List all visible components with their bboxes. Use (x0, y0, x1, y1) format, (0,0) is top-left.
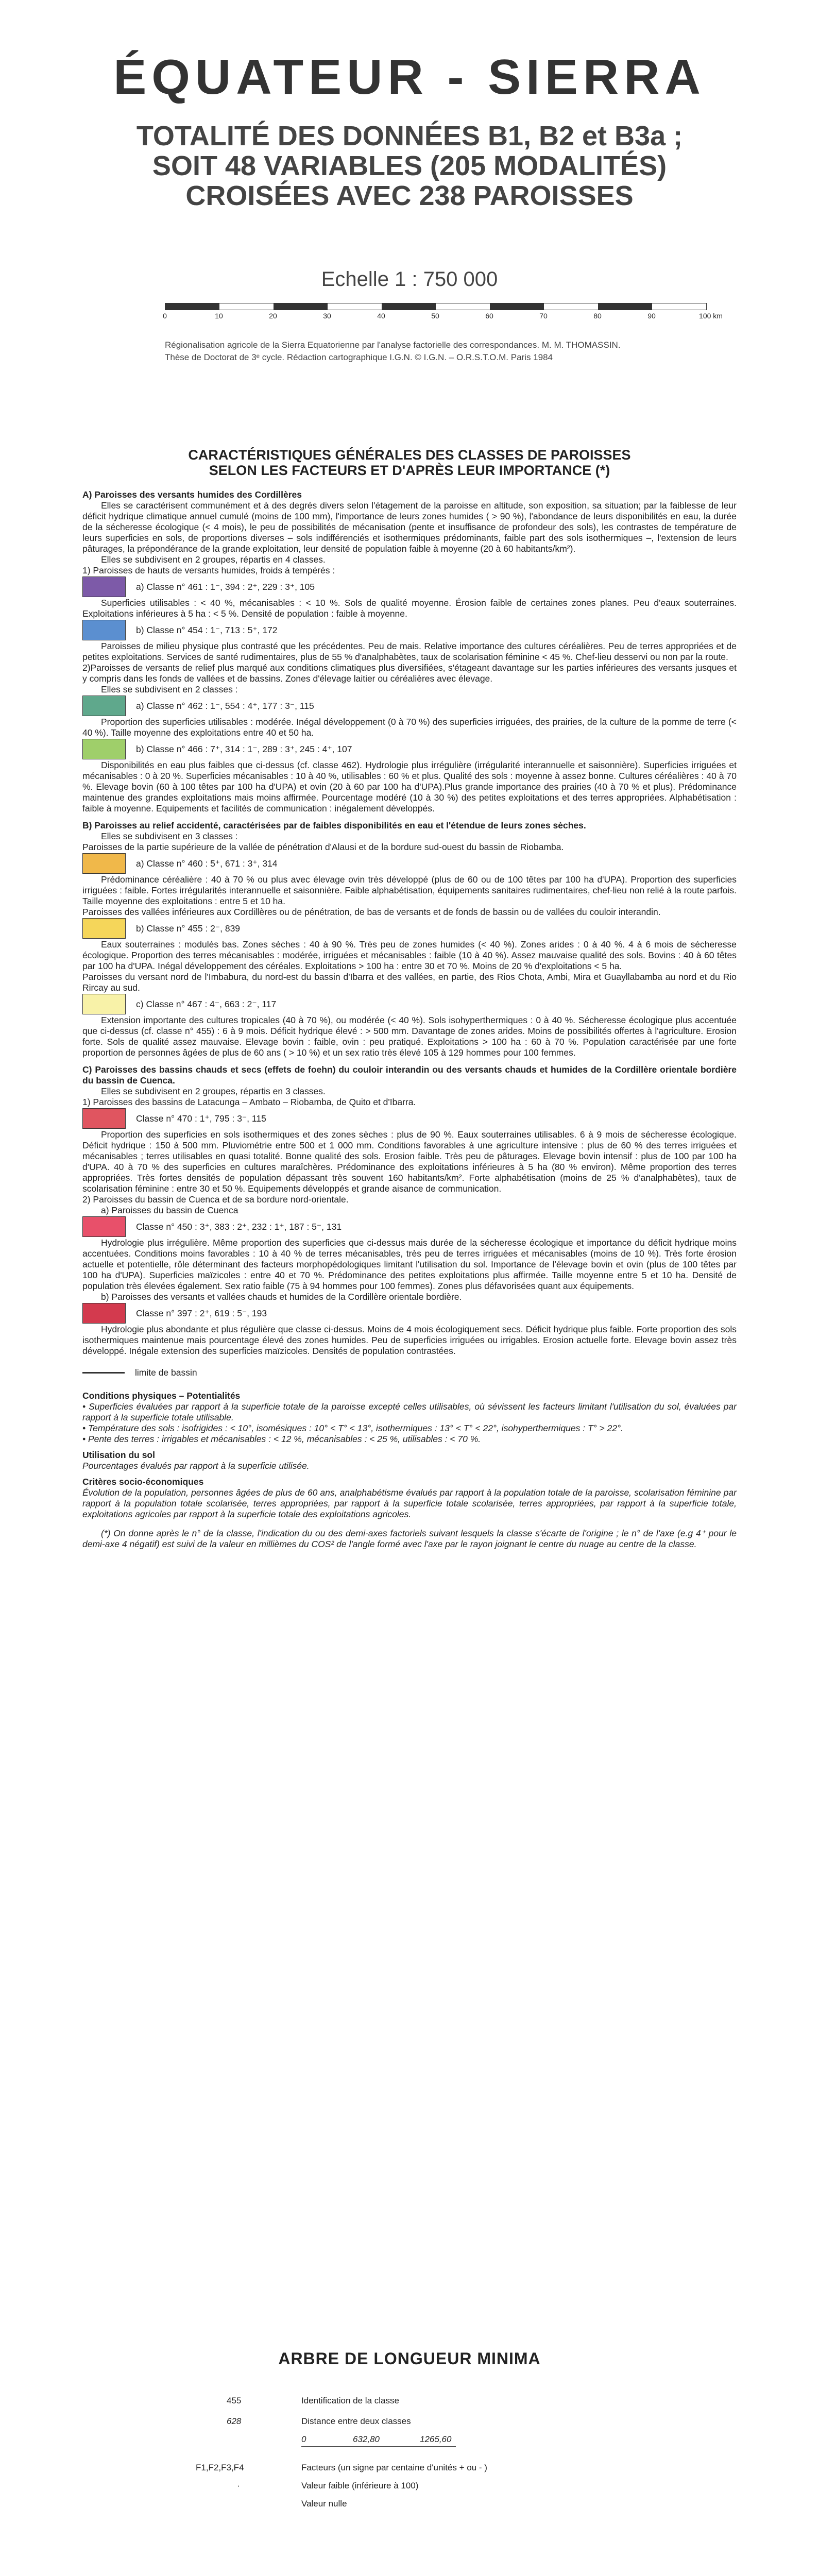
subtitle-line: SOIT 48 VARIABLES (205 MODALITÉS) (152, 150, 667, 181)
paragraph: 2)Paroisses de versants de relief plus marqué aux conditions climatiques plus diversifiées, s'étageant davantage sur les parties inférieures des versants jusques et y compris dans les fonds de vallées et de bassins. Zones d'élevage laitier ou céréalières avec élevage. (82, 663, 737, 684)
paragraph: Superficies utilisables : < 40 %, mécanisables : < 10 %. Sols de qualité moyenne. Érosion faible de certaines zones planes. Peu d'eaux souterraines. Exploitations inférieures à 5 ha : < 5 %. Densité de population : faible à moyenne. (82, 598, 737, 619)
class-row (82, 738, 737, 760)
class-label: c) Classe n° 467 : 4⁻, 663 : 2⁻, 117 (136, 998, 277, 1009)
class-row (82, 695, 737, 717)
section-title-line: SELON LES FACTEURS ET D'APRÈS LEUR IMPORTANCE (*) (209, 463, 610, 478)
use-heading: Utilisation du sol (82, 1450, 155, 1460)
legend-text: Facteurs (un signe par centaine d'unités + ou - ) (301, 2463, 487, 2472)
class-row (82, 993, 737, 1015)
scale-tick: 100 km (699, 312, 723, 320)
class-label: Classe n° 450 : 3⁺, 383 : 2⁺, 232 : 1⁺, 187 : 5⁻, 131 (136, 1221, 342, 1232)
class-row (82, 1302, 737, 1324)
class-label: b) Classe n° 455 : 2⁻, 839 (136, 923, 241, 934)
class-label: a) Classe n° 462 : 1⁻, 554 : 4⁺, 177 : 3⁻, 115 (136, 700, 314, 711)
group-heading: C) Paroisses des bassins chauds et secs (effets de foehn) du couloir interandin ou des versants chauds et humides de la Cordillère orientale bordière du bassin de Cuenca. (82, 1064, 737, 1086)
legend-factors: F1,F2,F3,F4 (196, 2463, 244, 2472)
class-swatch (82, 918, 126, 939)
paragraph: a) Paroisses du bassin de Cuenca (101, 1205, 238, 1215)
scale-tick: 10 (215, 312, 223, 320)
paragraph: • Pente des terres : irrigables et mécanisables : < 12 %, mécanisables : < 25 %, utilisables : < 70 %. (82, 1434, 481, 1444)
page-subtitle (0, 121, 819, 211)
scale-title: Echelle 1 : 750 000 (321, 268, 498, 291)
section-title-line: CARACTÉRISTIQUES GÉNÉRALES DES CLASSES DE PAROISSES (188, 447, 631, 463)
legend-weak: · (237, 2481, 240, 2490)
class-label: Classe n° 470 : 1⁺, 795 : 3⁻, 115 (136, 1113, 266, 1124)
scale-tick: 60 (485, 312, 493, 320)
legend-text: Valeur faible (inférieure à 100) (301, 2481, 419, 2490)
class-swatch (82, 620, 126, 640)
class-label: a) Classe n° 461 : 1⁻, 394 : 2⁺, 229 : 3⁺, 105 (136, 581, 315, 592)
paragraph: Prédominance céréalière : 40 à 70 % ou plus avec élevage ovin très développé (plus de 60 ou de 100 têtes par 100 ha d'UPA). Proportion des superficies irriguées : faible. Fortes irrégularités interannuelle et saisonnière. Faible alphabétisation, équipements sanitaires rudimentaires, chef-lieu non relié à la route parfois. Taille moyenne des exploitations : entre 5 et 10 ha. (82, 874, 737, 906)
scale-segment (165, 303, 219, 310)
class-label: b) Classe n° 466 : 7⁺, 314 : 1⁻, 289 : 3⁺, 245 : 4⁺, 107 (136, 743, 352, 754)
class-label: b) Classe n° 454 : 1⁻, 713 : 5⁺, 172 (136, 624, 278, 635)
paragraph: Elles se subdivisent en 3 classes : (101, 831, 238, 841)
paragraph: Elles se subdivisent en 2 groupes, répartis en 3 classes. (101, 1086, 326, 1096)
tree-title: ARBRE DE LONGUEUR MINIMA (278, 2349, 541, 2368)
class-row (82, 1108, 737, 1129)
class-swatch (82, 1216, 126, 1237)
paragraph: Évolution de la population, personnes âgées de plus de 60 ans, analphabétisme évalués par rapport à la population totale de la paroisse, scolarisation féminine par rapport à la population totale scolarisée, terres appropriées, par rapport à la superficie totale scolarisée, terres appropriées, par rapport à la superficie totale, exploitations agricoles par rapport à la superficie totale des exploitations agricoles. (82, 1487, 737, 1519)
paragraph: Hydrologie plus abondante et plus régulière que classe ci-dessus. Moins de 4 mois écologiquement secs. Déficit hydrique plus faible. Forte proportion des sols isothermiques maintenue mais pourcentage élevé des zones humides. Peu de superficies irriguées ou irrigables. Erosion actuelle forte. Elevage bovin assez très développé. Inégale extension des superficies maïzicoles. Densités de population contrastées. (82, 1324, 737, 1356)
paragraph: Pourcentages évalués par rapport à la superficie utilisée. (82, 1461, 310, 1471)
scale-tick: 70 (539, 312, 548, 320)
subtitle-line: TOTALITÉ DES DONNÉES B1, B2 et B3a ; (136, 121, 683, 151)
paragraph: 1) Paroisses des bassins de Latacunga – Ambato – Riobamba, de Quito et d'Ibarra. (82, 1097, 416, 1107)
class-row (82, 576, 737, 598)
group-heading: B) Paroisses au relief accidenté, caractérisées par de faibles disponibilités en eau et l'étendue de leurs zones sèches. (82, 820, 586, 831)
subtitle-line: CROISÉES AVEC 238 PAROISSES (185, 180, 634, 211)
section-title (0, 447, 819, 478)
class-swatch (82, 853, 126, 874)
scale-tick: 80 (593, 312, 602, 320)
axis-tick: 0 (301, 2434, 306, 2444)
paragraph: Proportion des superficies en sols isothermiques et des zones sèches : plus de 90 %. Eaux souterraines utilisables. 6 à 9 mois de sécheresse écologique. Déficit hydrique : 150 à 500 mm. Pluviométrie entre 500 et 1 000 mm. Conditions favorables à une agriculture intensive : plus de 60 % des terres irriguées et mécanisables ; terres utilisables en quasi totalité. Bonne qualité des sols. Erosion faible. Très peu de pâturages. Elevage bovin intensif : plus de 100 par 100 ha d'UPA. 40 à 70 % des superficies en cultures maraîchères. Prédominance des exploitations inférieures à 5 ha (80 % environ). Même proportion des terres appropriées. Très fortes densités de population dépassant très souvent 160 habitants/km². Forte alphabétisation (moins de 25 % d'analphabètes), taux de scolarisation féminine : entre 30 et 50 %. Equipements développés et grande aisance de communication. (82, 1129, 737, 1194)
paragraph: b) Paroisses des versants et vallées chauds et humides de la Cordillère orientale bordière. (101, 1292, 462, 1302)
paragraph: • Température des sols : isofrigides : < 10°, isomésiques : 10° < T° < 13°, isothermiques : 13° < T° < 22°, isohyperthermiques : T° > 22°. (82, 1423, 623, 1433)
scale-segment (598, 303, 652, 310)
group-heading: A) Paroisses des versants humides des Cordillères (82, 489, 302, 500)
paragraph: Disponibilités en eau plus faibles que ci-dessus (cf. classe 462). Hydrologie plus irrégulière (irrégularité interannuelle et saisonnière). Superficies irriguées et mécanisables : 0 à 20 %. Superficies mécanisables : 10 à 40 %, utilisables : 60 % et plus. Qualité des sols : moyenne à assez bonne. Cultures céréalières : 40 à 70 %. Elevage bovin (60 à 100 têtes par 100 ha d'UPA) et ovin (20 à 60 par 100 ha d'UPA).Plus grande importance des prairies (40 à 70 % et plus). Prédominance maintenue des grandes exploitations mais moins affirmée. Pourcentage modéré (10 à 30 %) des petites exploitations et des terres appropriées. Alphabétisation : faible à moyenne. Equipements et facilités de communication : inégalement développés. (82, 760, 737, 814)
scale-tick: 50 (431, 312, 439, 320)
paragraph: Elles se caractérisent communément et à des degrés divers selon l'étagement de la paroisse en altitude, son exposition, sa situation; par la faiblesse de leur déficit hydrique climatique annuel cumulé (moins de 100 mm), l'importance de leurs zones humides ( > 90 %), l'abondance de leurs disponibilités en eau, la durée de la sécheresse écologique (< 4 mois), le peu de possibilités de mécanisation (pente et insuffisance de profondeur des sols), les contrastes de température de leurs superficies en sols, de proportions diverses – sols indifférenciés et isothermiques prédominants, faible part des sols isothermiques –, l'extension de leurs pâturages, la prépondérance de la grande exploitation, leur densité de population faible à moyenne (20 à 60 habitants/km²). (82, 500, 737, 554)
credit-line: Régionalisation agricole de la Sierra Equatorienne par l'analyse factorielle des correspondances. M. M. THOMASSIN. (165, 340, 621, 350)
paragraph: Eaux souterraines : modulés bas. Zones sèches : 40 à 90 %. Très peu de zones humides (< 40 %). Zones arides : 0 à 40 %. 4 à 6 mois de sécheresse écologique. Proportion des terres mécanisables : modérée, irriguées et mécanisables : faible (10 à 40 %). Assez mauvaise qualité des sols. Bovins : 40 à 60 têtes par 100 ha d'UPA. Inégal développement des céréales. Exploitations > 100 ha : entre 30 et 70 %. Moins de 20 % d'exploitations < 5 ha. (82, 939, 737, 971)
class-swatch (82, 696, 126, 716)
credit-line: Thèse de Doctorat de 3ᵉ cycle. Rédaction cartographique I.G.N. © I.G.N. – O.R.S.T.O.M. Paris 1984 (165, 352, 553, 362)
paragraph: Hydrologie plus irrégulière. Même proportion des superficies que ci-dessus mais durée de la sécheresse écologique et importance du déficit hydrique moins accentuées. Conditions moins favorables : 10 à 40 % de terres mécanisables, très peu de terres irriguées et mécanisables (moins de 10 %). Très forte érosion actuelle et potentielle, rôle déterminant des facteurs morphopédologiques limitant l'utilisation du sol. Importance de l'élevage bovin et ovin (plus de 100 têtes par 100 ha d'UPA). Superficies maïzicoles : entre 40 et 70 %. Prédominance des petites exploitations plus affirmée. Taille moyenne entre 5 et 10 ha. Densité de population très élevées également. Sex ratio faible (75 à 94 hommes pour 100 femmes). Zones plus défavorisées quant aux équipements. (82, 1238, 737, 1291)
paragraph: 2) Paroisses du bassin de Cuenca et de sa bordure nord-orientale. (82, 1194, 349, 1205)
legend-body (82, 489, 737, 1550)
scale-tick: 90 (647, 312, 656, 320)
scale-tick: 40 (377, 312, 385, 320)
paragraph: Elles se subdivisent en 2 groupes, répartis en 4 classes. (101, 554, 326, 565)
footnote: (*) On donne après le n° de la classe, l'indication du ou des demi-axes factoriels suivant lesquels la classe s'écarte de l'origine ; le n° de l'axe (e.g 4⁺ pour le demi-axe 4 négatif) est suivi de la valeur en millièmes du COS² de l'angle formé avec l'axe par le rayon joignant le centre du nuage au centre de la classe. (82, 1528, 737, 1549)
class-row (82, 1216, 737, 1238)
class-row (82, 619, 737, 641)
conditions-heading: Conditions physiques – Potentialités (82, 1391, 241, 1401)
axis-tick: 632,80 (353, 2434, 380, 2444)
paragraph: Paroisses de milieu physique plus contrasté que les précédentes. Peu de mais. Relative importance des cultures céréalières. Peu de terres appropriées et de petites exploitations. Services de santé rudimentaires, plus de 55 % d'analphabètes, taux de scolarisation féminine < 45 %. Chef-lieu desservi ou non par la route. (82, 641, 737, 662)
axis-tick: 1265,60 (420, 2434, 452, 2444)
legend-text: Distance entre deux classes (301, 2416, 411, 2426)
legend-node-id: 455 (227, 2396, 242, 2405)
class-label: a) Classe n° 460 : 5⁺, 671 : 3⁺, 314 (136, 858, 278, 869)
class-swatch (82, 739, 126, 759)
class-label: Classe n° 397 : 2⁺, 619 : 5⁻, 193 (136, 1308, 267, 1318)
class-row (82, 853, 737, 874)
scale-segment (382, 303, 436, 310)
scale-segment (490, 303, 544, 310)
scale-tick: 30 (323, 312, 331, 320)
paragraph: • Superficies évaluées par rapport à la superficie totale de la paroisse excepté celles utilisables, où sévissent les facteurs limitant l'utilisation du sol, évaluées par rapport à la superficie totale utilisable. (82, 1401, 737, 1422)
scale-segment (274, 303, 328, 310)
basin-limit-label: limite de bassin (135, 1367, 197, 1378)
paragraph: Elles se subdivisent en 2 classes : (101, 684, 238, 694)
class-swatch (82, 994, 126, 1014)
legend-text: Identification de la classe (301, 2396, 399, 2405)
class-swatch (82, 1303, 126, 1324)
page-title: ÉQUATEUR - SIERRA (113, 49, 706, 105)
socio-heading: Critères socio-économiques (82, 1477, 204, 1487)
paragraph: Proportion des superficies utilisables : modérée. Inégal développement (0 à 70 %) des superficies irriguées, des prairies, de la culture de la pomme de terre (< 40 %). Taille moyenne des exploitations entre 40 et 50 ha. (82, 717, 737, 738)
scale-tick: 0 (163, 312, 167, 320)
basin-limit-line (82, 1372, 125, 1374)
scale-tick: 20 (269, 312, 277, 320)
distance-axis (301, 2446, 456, 2447)
class-swatch (82, 1108, 126, 1129)
legend-text: Valeur nulle (301, 2499, 347, 2509)
paragraph: Paroisses du versant nord de l'Imbabura, du nord-est du bassin d'Ibarra et des vallées, en partie, des Rios Chota, Ambi, Mira et Guayllabamba au nord et du Rio Rircay au sud. (82, 972, 737, 993)
paragraph: Paroisses de la partie supérieure de la vallée de pénétration d'Alausi et de la bordure sud-ouest du bassin de Riobamba. (82, 842, 564, 852)
paragraph: Paroisses des vallées inférieures aux Cordillères ou de pénétration, de bas de versants et de fonds de bassin ou de vallées du couloir interandin. (82, 907, 661, 917)
scale-bar (165, 303, 707, 310)
legend-distance: 628 (227, 2416, 242, 2426)
class-row (82, 918, 737, 939)
class-swatch (82, 577, 126, 597)
paragraph: Extension importante des cultures tropicales (40 à 70 %), ou modérée (< 40 %). Sols isohyperthermiques : 0 à 40 %. Sécheresse écologique plus accentuée que ci-dessus (cf. classe n° 455) : 6 à 9 mois. Déficit hydrique élevé : > 500 mm. Davantage de zones arides. Moins de possibilités offertes à l'agriculture. Erosion forte. Sols de qualité assez mauvaise. Elevage bovin : faible, ovin : peu pratiqué. Exploitations > 100 ha : 60 à 70 %. Population caractérisée par une forte proportion de personnes âgées de plus de 60 ans ( > 10 %) et un sex ratio très élevé 105 à 129 hommes pour 100 femmes. (82, 1015, 737, 1058)
basin-limit-row (82, 1362, 737, 1383)
paragraph: 1) Paroisses de hauts de versants humides, froids à tempérés : (82, 565, 335, 575)
